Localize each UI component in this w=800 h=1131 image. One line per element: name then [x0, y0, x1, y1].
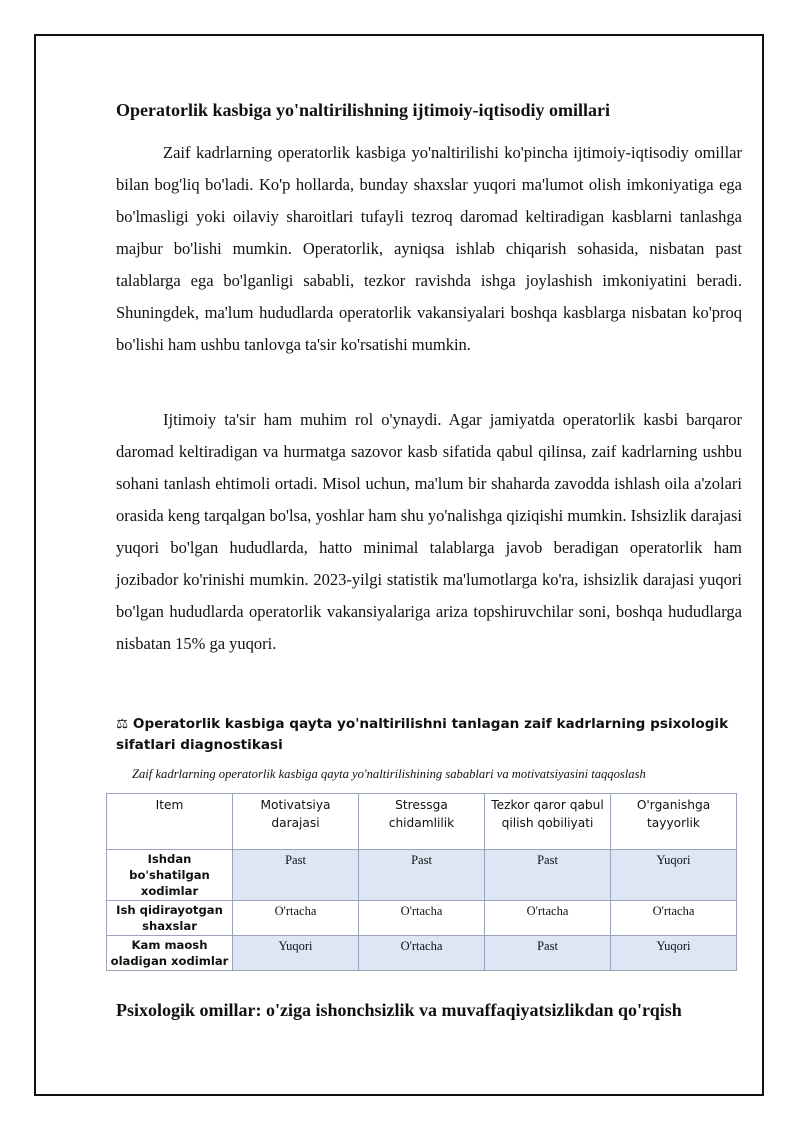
table-cell: O'rtacha: [359, 936, 485, 971]
paragraph-1: Zaif kadrlarning operatorlik kasbiga yo'naltirilishi ko'pincha ijtimoiy-iqtisodiy omillar bilan bog'liq bo'ladi. Ko'p hollarda, bunday shaxslar yuqori ma'lumot olish imkoniyatiga ega bo'lmasligi yoki oilaviy sharoitlari tufayli tezroq daromad keltiradigan kasblarni tanlashga majbur bo'lishi mumkin. Operatorlik, ayniqsa ishlab chiqarish sohasida, nisbatan past talablarga ega bo'lganligi sababli, tezkor ravishda ishga joylashish imkoniyatini beradi. Shuningdek, ma'lum hududlarda operatorlik vakansiyalari boshqa kasblarga nisbatan ko'proq bo'lishi ham ushbu tanlovga ta'sir ko'rsatishi mumkin.: [116, 143, 742, 354]
table-row: [107, 850, 737, 901]
table-cell: O'rtacha: [485, 901, 611, 936]
header-motivation: Motivatsiya darajasi: [233, 794, 359, 850]
table-heading: ⚖ Operatorlik kasbiga qayta yo'naltirilishni tanlagan zaif kadrlarning psixologik sifatlari diagnostikasi: [116, 716, 729, 753]
table-cell: O'rtacha: [233, 901, 359, 936]
table-row: [107, 901, 737, 936]
table-cell: Past: [485, 850, 611, 901]
table-cell: Past: [485, 936, 611, 971]
table-cell: Yuqori: [233, 936, 359, 971]
table-caption: Zaif kadrlarning operatorlik kasbiga qayta yo'naltirilishining sabablari va motivatsiyasini taqqoslash: [132, 767, 646, 781]
paragraph-2: Ijtimoiy ta'sir ham muhim rol o'ynaydi. Agar jamiyatda operatorlik kasbi barqaror daromad keltiradigan va hurmatga sazovor kasb sifatida qabul qilinsa, zaif kadrlarning ushbu sohani tanlash ehtimoli ortadi. Misol uchun, ma'lum bir shaharda zavodda ishlash oila a'zolari orasida keng tarqalgan bo'lsa, yoshlar ham shu yo'nalishga qiziqishi mumkin. Ishsizlik darajasi yuqori bo'lgan hududlarda, hatto minimal talablarga javob beradigan operatorlik ham jozibador ko'rinishi mumkin. 2023-yilgi statistik ma'lumotlarga ko'ra, ishsizlik darajasi yuqori bo'lgan hududlarda operatorlik vakansiyalariga ariza topshiruvchilar soni, boshqa hududlarga nisbatan 15% ga yuqori.: [116, 410, 742, 653]
header-learning-readiness: O'rganishga tayyorlik: [611, 794, 737, 850]
row-label: Ishdan bo'shatilgan xodimlar: [107, 850, 233, 901]
header-decision-making: Tezkor qaror qabul qilish qobiliyati: [485, 794, 611, 850]
table-cell: Yuqori: [611, 850, 737, 901]
header-item: Item: [107, 794, 233, 850]
comparison-table: [106, 793, 737, 971]
table-header-row: [107, 794, 737, 850]
section-heading: Operatorlik kasbiga yo'naltirilishning ijtimoiy-iqtisodiy omillari: [116, 100, 611, 120]
table-cell: Past: [233, 850, 359, 901]
table-cell: Yuqori: [611, 936, 737, 971]
row-label: Kam maosh oladigan xodimlar: [107, 936, 233, 971]
table-cell: Past: [359, 850, 485, 901]
subsection-heading: Psixologik omillar: o'ziga ishonchsizlik va muvaffaqiyatsizlikdan qo'rqish: [116, 1000, 682, 1020]
table-cell: O'rtacha: [359, 901, 485, 936]
row-label: Ish qidirayotgan shaxslar: [107, 901, 233, 936]
table-row: [107, 936, 737, 971]
header-stress-resistance: Stressga chidamlilik: [359, 794, 485, 850]
table-cell: O'rtacha: [611, 901, 737, 936]
